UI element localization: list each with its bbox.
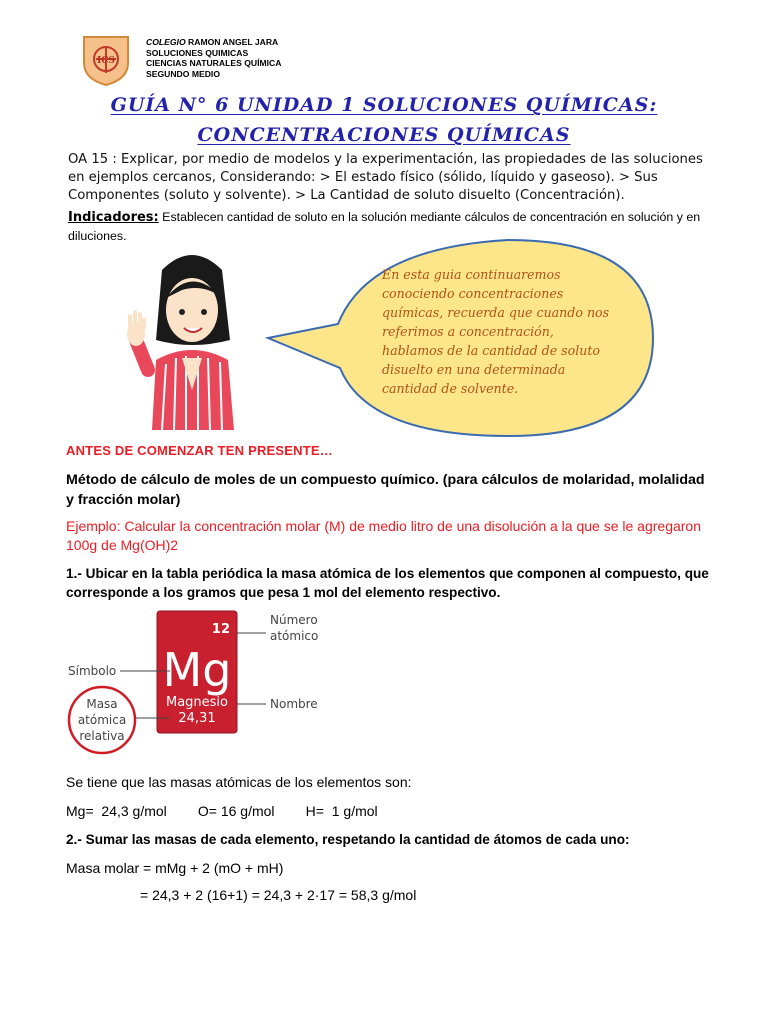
- bubble-line: En esta guia continuaremos: [382, 267, 561, 282]
- label-masa-line3: relativa: [79, 729, 125, 743]
- bubble-text: [382, 265, 652, 398]
- atomic-number: 12: [211, 622, 230, 637]
- atomic-mass: 24,31: [178, 711, 216, 726]
- page-title-line1: GUÍA N° 6 UNIDAD 1 SOLUCIONES QUÍMICAS:: [110, 94, 658, 116]
- section-heading: ANTES DE COMENZAR TEN PRESENTE…: [66, 443, 333, 458]
- label-simbolo: Símbolo: [68, 664, 117, 678]
- page-title-line2: CONCENTRACIONES QUÍMICAS: [197, 124, 571, 146]
- molar-mass-formula: Masa molar = mMg + 2 (mO + mH): [66, 860, 284, 876]
- school-line4: SEGUNDO MEDIO: [146, 68, 221, 79]
- label-masa-line1: Masa: [86, 697, 118, 711]
- learning-objective: OA 15 : Explicar, por medio de modelos y la experimentación, las propiedades de las soluciones en ejemplos cercanos, Considerando: > El estado físico (sólido, líquido y gaseoso). > Sus Componentes (soluto y solvente). > La Cantidad de soluto disuelto (Concentración).: [68, 152, 703, 203]
- masses-intro: Se tiene que las masas atómicas de los elementos son:: [66, 774, 412, 790]
- bubble-line: conociendo concentraciones: [382, 286, 564, 301]
- bubble-line: disuelto en una determinada: [382, 362, 566, 377]
- school-info: [146, 37, 281, 79]
- label-numero-line1: Número: [270, 613, 318, 627]
- element-card-figure: [60, 606, 330, 766]
- molar-mass-calculation: = 24,3 + 2 (16+1) = 24,3 + 2·17 = 58,3 g/mol: [140, 887, 417, 903]
- girl-illustration: [122, 240, 252, 430]
- bubble-line: químicas, recuerda que cuando nos: [382, 305, 610, 320]
- label-masa-line2: atómica: [77, 713, 127, 727]
- method-heading: Método de cálculo de moles de un compuesto químico. (para cálculos de molaridad, molalidad y fracción molar): [66, 472, 705, 508]
- example-text: Ejemplo: Calcular la concentración molar (M) de medio litro de una disolución a la que se le agregaron 100g de Mg(OH)2: [66, 518, 702, 553]
- bubble-line: referimos a concentración,: [382, 324, 554, 339]
- school-logo: [80, 33, 132, 87]
- indicators-label: Indicadores:: [68, 210, 159, 225]
- bubble-line: hablamos de la cantidad de soluto: [382, 343, 601, 358]
- atomic-masses: Mg= 24,3 g/mol O= 16 g/mol H= 1 g/mol: [66, 803, 378, 819]
- step-2: 2.- Sumar las masas de cada elemento, respetando la cantidad de átomos de cada uno:: [66, 832, 630, 847]
- logo-letters: ICS: [97, 56, 115, 66]
- indicators-text: Establecen cantidad de soluto en la solución mediante cálculos de concentración en solución y en diluciones.: [68, 210, 701, 243]
- label-numero-line2: atómico: [270, 629, 319, 643]
- school-name: RAMON ANGEL JARA: [185, 37, 279, 47]
- school-line2: SOLUCIONES QUIMICAS: [146, 47, 249, 58]
- element-name: Magnesio: [165, 695, 229, 710]
- school-line3: CIENCIAS NATURALES QUÍMICA: [146, 58, 282, 69]
- step-1: 1.- Ubicar en la tabla periódica la masa atómica de los elementos que componen al compuesto, que corresponde a los gramos que pesa 1 mol del elemento respectivo.: [66, 566, 709, 600]
- label-nombre: Nombre: [270, 697, 318, 711]
- school-prefix: COLEGIO: [146, 37, 186, 47]
- element-symbol: Mg: [162, 643, 232, 697]
- bubble-line: cantidad de solvente.: [382, 381, 519, 396]
